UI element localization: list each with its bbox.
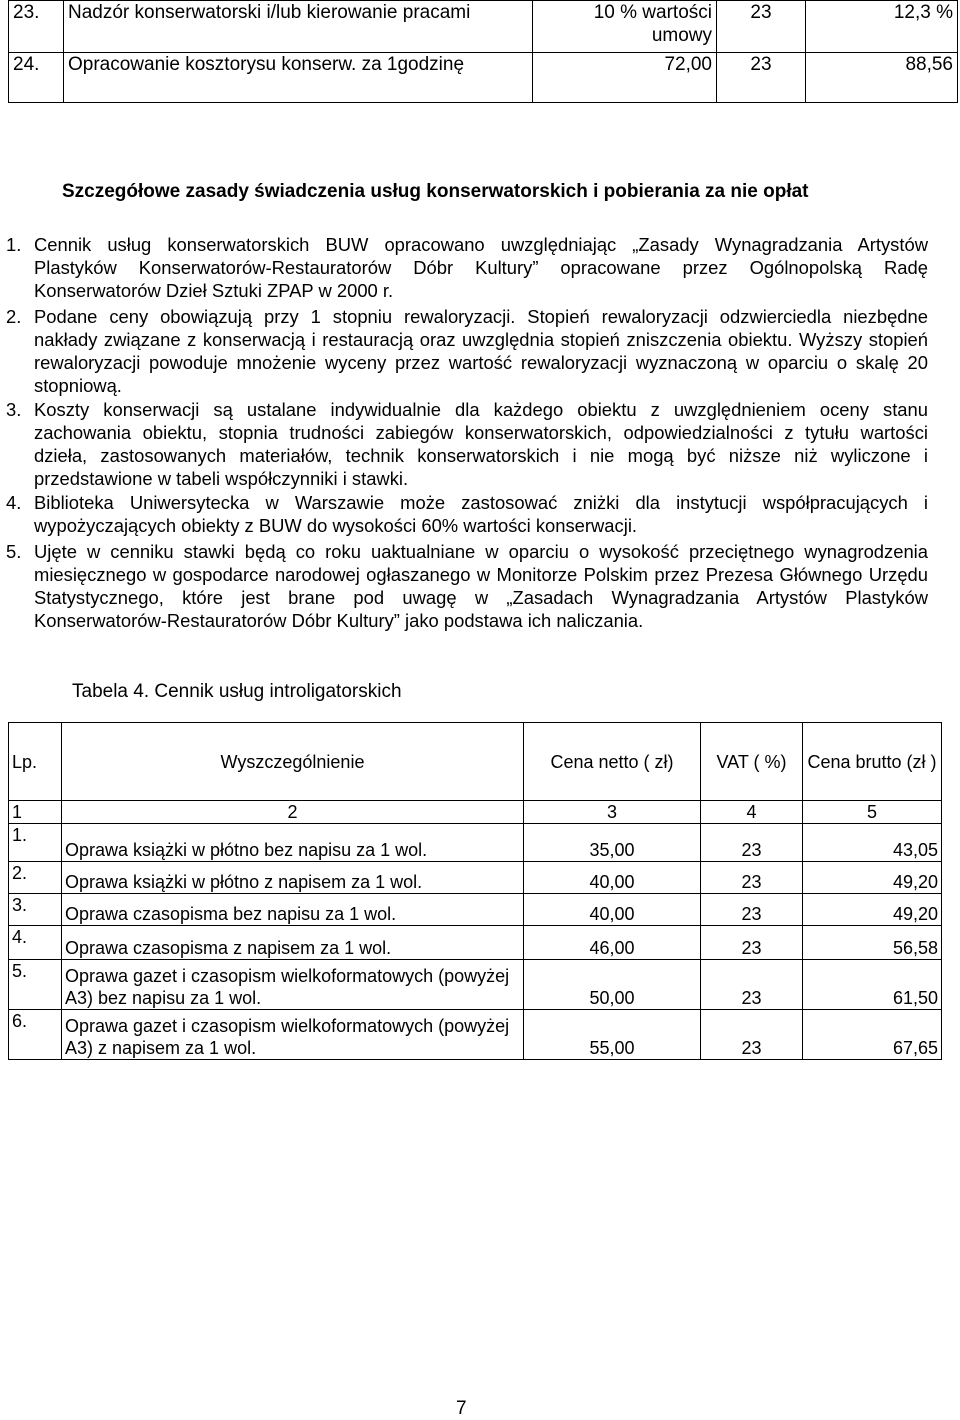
- row-number: 23.: [9, 1, 64, 53]
- row-net-price: 46,00: [524, 926, 701, 960]
- row-vat: 23: [701, 1010, 803, 1060]
- row-vat: 23: [717, 1, 806, 53]
- section-heading: Szczegółowe zasady świadczenia usług konserwatorskich i pobierania za nie opłat: [62, 181, 809, 202]
- row-gross-price: 56,58: [803, 926, 942, 960]
- table-header-row: [9, 723, 942, 801]
- table-caption: Tabela 4. Cennik usług introligatorskich: [72, 681, 402, 702]
- row-description: Oprawa gazet i czasopism wielkoformatowych (powyżej A3) bez napisu za 1 wol.: [62, 960, 524, 1010]
- row-lp: 6.: [9, 1010, 62, 1060]
- row-gross-value: 88,56: [806, 53, 958, 103]
- row-gross-value: 12,3 %: [806, 1, 958, 53]
- bookbinding-price-table: [8, 722, 942, 1060]
- row-description: Oprawa książki w płótno bez napisu za 1 wol.: [62, 824, 524, 862]
- row-gross-price: 61,50: [803, 960, 942, 1010]
- paragraph-text: Podane ceny obowiązują przy 1 stopniu rewaloryzacji. Stopień rewaloryzacji odzwierciedla niezbędne nakłady związane z konserwacją i restauracją oraz uwzględnia stopień zniszczenia obiektu. Wyższy stopień rewaloryzacji powoduje mnożenie wyceny przez wartość rewaloryzacji wyznaczoną w oparciu o skalę 20 stopniową.: [34, 306, 928, 396]
- row-gross-price: 43,05: [803, 824, 942, 862]
- row-description: Nadzór konserwatorski i/lub kierowanie pracami: [64, 1, 533, 53]
- row-vat: 23: [701, 926, 803, 960]
- column-number-row: [9, 801, 942, 824]
- row-lp: 1.: [9, 824, 62, 862]
- header-description: Wyszczególnienie: [62, 723, 524, 801]
- paragraph-text: Koszty konserwacji są ustalane indywidualnie dla każdego obiektu z uwzględnieniem oceny stanu zachowania obiektu, stopnia trudności zabiegów konserwatorskich, odpowiedzialności z tytułu wartości dzieła, zastosowanych materiałów, technik konserwatorskich i nie mogą być niższe niż wyliczone i przedstawione w tabeli współczynniki i stawki.: [34, 399, 928, 489]
- row-net-value: 72,00: [533, 53, 717, 103]
- row-description: Oprawa czasopisma z napisem za 1 wol.: [62, 926, 524, 960]
- row-description: Oprawa gazet i czasopism wielkoformatowych (powyżej A3) z napisem za 1 wol.: [62, 1010, 524, 1060]
- paragraph-number: 3.: [6, 399, 22, 420]
- row-description: Oprawa czasopisma bez napisu za 1 wol.: [62, 894, 524, 926]
- paragraph-text: Biblioteka Uniwersytecka w Warszawie może zastosować zniżki dla instytucji współpracujących i wypożyczających obiekty z BUW do wysokości 60% wartości konserwacji.: [34, 492, 928, 536]
- table-row: [9, 53, 958, 103]
- row-vat: 23: [701, 862, 803, 894]
- pricing-table-continuation: [8, 0, 958, 103]
- paragraph-number: 4.: [6, 492, 22, 513]
- row-vat: 23: [701, 824, 803, 862]
- table-row: [9, 960, 942, 1010]
- paragraph-number: 1.: [6, 234, 22, 255]
- row-net-price: 50,00: [524, 960, 701, 1010]
- table-row: [9, 1, 958, 53]
- row-net-price: 40,00: [524, 862, 701, 894]
- row-gross-price: 49,20: [803, 894, 942, 926]
- header-net-price: Cena netto ( zł): [524, 723, 701, 801]
- paragraph-number: 2.: [6, 306, 22, 327]
- table-row: [9, 926, 942, 960]
- header-vat: VAT ( %): [701, 723, 803, 801]
- column-number: 4: [701, 801, 803, 824]
- column-number: 3: [524, 801, 701, 824]
- paragraph-text: Ujęte w cenniku stawki będą co roku uaktualniane w oparciu o wysokość przeciętnego wynagrodzenia miesięcznego w gospodarce narodowej ogłaszanego w Monitorze Polskim przez Prezesa Głównego Urzędu Statystycznego, które jest brane pod uwagę w „Zasadach Wynagradzania Artystów Plastyków Konserwatorów-Restauratorów Dóbr Kultury” jako podstawa ich naliczania.: [34, 541, 928, 631]
- table-row: [9, 894, 942, 926]
- paragraph-text: Cennik usług konserwatorskich BUW opracowano uwzględniając „Zasady Wynagradzania Artystów Plastyków Konserwatorów-Restauratorów Dóbr Kultury” opracowane przez Ogólnopolską Radę Konserwatorów Dzieł Sztuki ZPAP w 2000 r.: [34, 234, 928, 301]
- column-number: 2: [62, 801, 524, 824]
- row-vat: 23: [717, 53, 806, 103]
- row-description: Opracowanie kosztorysu konserw. za 1godzinę: [64, 53, 533, 103]
- row-vat: 23: [701, 960, 803, 1010]
- table-row: [9, 862, 942, 894]
- row-lp: 5.: [9, 960, 62, 1010]
- row-vat: 23: [701, 894, 803, 926]
- header-gross-price: Cena brutto (zł ): [803, 723, 942, 801]
- row-lp: 2.: [9, 862, 62, 894]
- row-number: 24.: [9, 53, 64, 103]
- row-lp: 3.: [9, 894, 62, 926]
- column-number: 5: [803, 801, 942, 824]
- row-net-price: 40,00: [524, 894, 701, 926]
- column-number: 1: [9, 801, 62, 824]
- row-gross-price: 49,20: [803, 862, 942, 894]
- row-description: Oprawa książki w płótno z napisem za 1 wol.: [62, 862, 524, 894]
- row-net-price: 55,00: [524, 1010, 701, 1060]
- row-gross-price: 67,65: [803, 1010, 942, 1060]
- table-row: [9, 824, 942, 862]
- table-row: [9, 1010, 942, 1060]
- row-net-price: 35,00: [524, 824, 701, 862]
- page-number: 7: [456, 1398, 467, 1419]
- row-net-value: 10 % wartości umowy: [533, 1, 717, 53]
- header-lp: Lp.: [9, 723, 62, 801]
- row-lp: 4.: [9, 926, 62, 960]
- paragraph-number: 5.: [6, 541, 22, 562]
